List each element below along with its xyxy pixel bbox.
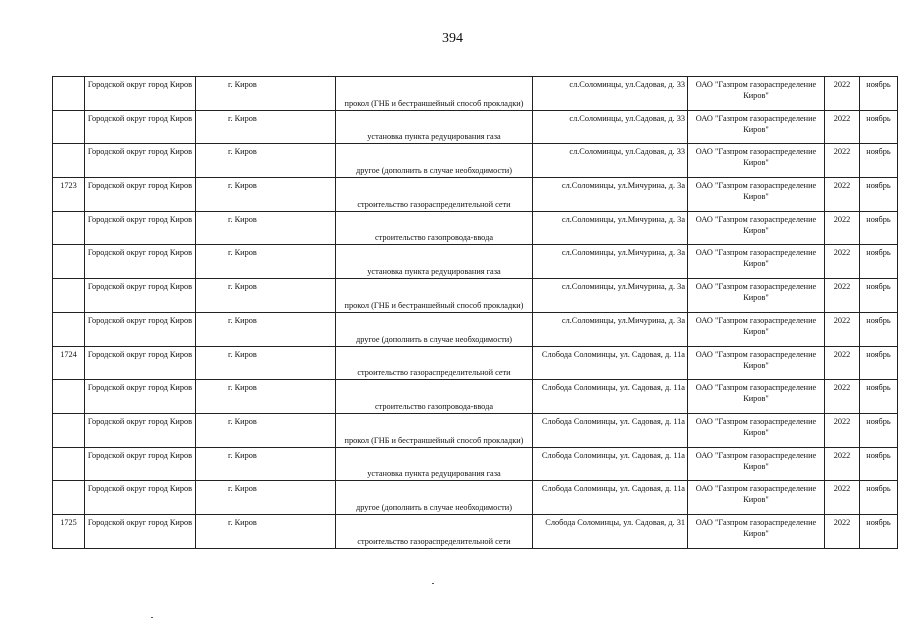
table-row <box>53 77 898 111</box>
year-cell: 2022 <box>825 447 860 481</box>
month-cell: ноябрь <box>860 279 898 313</box>
municipality-cell: Городской округ город Киров <box>85 447 196 481</box>
address-cell: Слобода Соломинцы, ул. Садовая, д. 11а <box>533 346 688 380</box>
city-cell: г. Киров <box>196 346 336 380</box>
row-number-cell <box>53 380 85 414</box>
organization-cell: ОАО "Газпром газораспределение Киров" <box>688 346 825 380</box>
year-cell: 2022 <box>825 312 860 346</box>
row-number-cell <box>53 144 85 178</box>
year-cell: 2022 <box>825 481 860 515</box>
row-number-cell <box>53 481 85 515</box>
table-row <box>53 447 898 481</box>
page-number: 394 <box>442 31 463 46</box>
municipality-cell: Городской округ город Киров <box>85 346 196 380</box>
organization-cell: ОАО "Газпром газораспределение Киров" <box>688 312 825 346</box>
address-cell: сл.Соломинцы, ул.Садовая, д. 33 <box>533 110 688 144</box>
address-cell: сл.Соломинцы, ул.Мичурина, д. 3а <box>533 312 688 346</box>
work-type-cell: установка пункта редуцирования газа <box>336 447 533 481</box>
table-row <box>53 481 898 515</box>
address-cell: Слобода Соломинцы, ул. Садовая, д. 11а <box>533 447 688 481</box>
organization-cell: ОАО "Газпром газораспределение Киров" <box>688 144 825 178</box>
work-type-cell: строительство газопровода-ввода <box>336 211 533 245</box>
work-type-cell: другое (дополнить в случае необходимости) <box>336 481 533 515</box>
work-type-cell: строительство газопровода-ввода <box>336 380 533 414</box>
month-cell: ноябрь <box>860 447 898 481</box>
work-type-cell: установка пункта редуцирования газа <box>336 245 533 279</box>
month-cell: ноябрь <box>860 346 898 380</box>
city-cell: г. Киров <box>196 481 336 515</box>
city-cell: г. Киров <box>196 77 336 111</box>
row-number-cell <box>53 211 85 245</box>
row-number-cell <box>53 447 85 481</box>
municipality-cell: Городской округ город Киров <box>85 514 196 548</box>
city-cell: г. Киров <box>196 110 336 144</box>
address-cell: Слобода Соломинцы, ул. Садовая, д. 11а <box>533 413 688 447</box>
work-type-cell: прокол (ГНБ и бестраншейный способ прокладки) <box>336 413 533 447</box>
organization-cell: ОАО "Газпром газораспределение Киров" <box>688 380 825 414</box>
row-number-cell <box>53 110 85 144</box>
year-cell: 2022 <box>825 380 860 414</box>
work-type-cell: установка пункта редуцирования газа <box>336 110 533 144</box>
organization-cell: ОАО "Газпром газораспределение Киров" <box>688 245 825 279</box>
table-row <box>53 413 898 447</box>
row-number-cell: 1725 <box>53 514 85 548</box>
city-cell: г. Киров <box>196 211 336 245</box>
municipality-cell: Городской округ город Киров <box>85 245 196 279</box>
work-type-cell: другое (дополнить в случае необходимости) <box>336 144 533 178</box>
city-cell: г. Киров <box>196 380 336 414</box>
address-cell: сл.Соломинцы, ул.Мичурина, д. 3а <box>533 279 688 313</box>
organization-cell: ОАО "Газпром газораспределение Киров" <box>688 178 825 212</box>
table-body <box>53 77 898 549</box>
table-row <box>53 380 898 414</box>
year-cell: 2022 <box>825 211 860 245</box>
month-cell: ноябрь <box>860 481 898 515</box>
month-cell: ноябрь <box>860 514 898 548</box>
row-number-cell <box>53 279 85 313</box>
month-cell: ноябрь <box>860 245 898 279</box>
organization-cell: ОАО "Газпром газораспределение Киров" <box>688 447 825 481</box>
row-number-cell: 1723 <box>53 178 85 212</box>
address-cell: сл.Соломинцы, ул.Садовая, д. 33 <box>533 144 688 178</box>
organization-cell: ОАО "Газпром газораспределение Киров" <box>688 514 825 548</box>
city-cell: г. Киров <box>196 245 336 279</box>
table-row <box>53 514 898 548</box>
table-row <box>53 346 898 380</box>
city-cell: г. Киров <box>196 178 336 212</box>
year-cell: 2022 <box>825 413 860 447</box>
table-row <box>53 211 898 245</box>
year-cell: 2022 <box>825 245 860 279</box>
organization-cell: ОАО "Газпром газораспределение Киров" <box>688 211 825 245</box>
organization-cell: ОАО "Газпром газораспределение Киров" <box>688 481 825 515</box>
year-cell: 2022 <box>825 110 860 144</box>
organization-cell: ОАО "Газпром газораспределение Киров" <box>688 110 825 144</box>
city-cell: г. Киров <box>196 413 336 447</box>
year-cell: 2022 <box>825 279 860 313</box>
address-cell: сл.Соломинцы, ул.Мичурина, д. 3а <box>533 211 688 245</box>
month-cell: ноябрь <box>860 77 898 111</box>
municipality-cell: Городской округ город Киров <box>85 481 196 515</box>
municipality-cell: Городской округ город Киров <box>85 77 196 111</box>
address-cell: Слобода Соломинцы, ул. Садовая, д. 11а <box>533 481 688 515</box>
gasification-table <box>52 76 898 549</box>
month-cell: ноябрь <box>860 312 898 346</box>
municipality-cell: Городской округ город Киров <box>85 279 196 313</box>
municipality-cell: Городской округ город Киров <box>85 211 196 245</box>
organization-cell: ОАО "Газпром газораспределение Киров" <box>688 77 825 111</box>
year-cell: 2022 <box>825 346 860 380</box>
row-number-cell: 1724 <box>53 346 85 380</box>
month-cell: ноябрь <box>860 211 898 245</box>
table-row <box>53 110 898 144</box>
city-cell: г. Киров <box>196 447 336 481</box>
year-cell: 2022 <box>825 77 860 111</box>
address-cell: сл.Соломинцы, ул.Мичурина, д. 3а <box>533 245 688 279</box>
city-cell: г. Киров <box>196 312 336 346</box>
municipality-cell: Городской округ город Киров <box>85 144 196 178</box>
municipality-cell: Городской округ город Киров <box>85 312 196 346</box>
scan-speck <box>151 617 153 618</box>
work-type-cell: другое (дополнить в случае необходимости) <box>336 312 533 346</box>
work-type-cell: строительство газораспределительной сети <box>336 178 533 212</box>
table-row <box>53 245 898 279</box>
year-cell: 2022 <box>825 178 860 212</box>
scan-speck <box>432 583 434 584</box>
table-row <box>53 144 898 178</box>
table-row <box>53 178 898 212</box>
address-cell: Слобода Соломинцы, ул. Садовая, д. 11а <box>533 380 688 414</box>
municipality-cell: Городской округ город Киров <box>85 380 196 414</box>
row-number-cell <box>53 245 85 279</box>
year-cell: 2022 <box>825 144 860 178</box>
month-cell: ноябрь <box>860 413 898 447</box>
month-cell: ноябрь <box>860 178 898 212</box>
row-number-cell <box>53 77 85 111</box>
city-cell: г. Киров <box>196 144 336 178</box>
row-number-cell <box>53 413 85 447</box>
month-cell: ноябрь <box>860 144 898 178</box>
organization-cell: ОАО "Газпром газораспределение Киров" <box>688 413 825 447</box>
city-cell: г. Киров <box>196 279 336 313</box>
month-cell: ноябрь <box>860 110 898 144</box>
table-row <box>53 279 898 313</box>
work-type-cell: прокол (ГНБ и бестраншейный способ прокладки) <box>336 77 533 111</box>
municipality-cell: Городской округ город Киров <box>85 413 196 447</box>
work-type-cell: строительство газораспределительной сети <box>336 514 533 548</box>
work-type-cell: строительство газораспределительной сети <box>336 346 533 380</box>
municipality-cell: Городской округ город Киров <box>85 110 196 144</box>
municipality-cell: Городской округ город Киров <box>85 178 196 212</box>
address-cell: сл.Соломинцы, ул.Садовая, д. 33 <box>533 77 688 111</box>
table-row <box>53 312 898 346</box>
organization-cell: ОАО "Газпром газораспределение Киров" <box>688 279 825 313</box>
work-type-cell: прокол (ГНБ и бестраншейный способ прокладки) <box>336 279 533 313</box>
address-cell: Слобода Соломинцы, ул. Садовая, д. 31 <box>533 514 688 548</box>
year-cell: 2022 <box>825 514 860 548</box>
row-number-cell <box>53 312 85 346</box>
month-cell: ноябрь <box>860 380 898 414</box>
address-cell: сл.Соломинцы, ул.Мичурина, д. 3а <box>533 178 688 212</box>
city-cell: г. Киров <box>196 514 336 548</box>
